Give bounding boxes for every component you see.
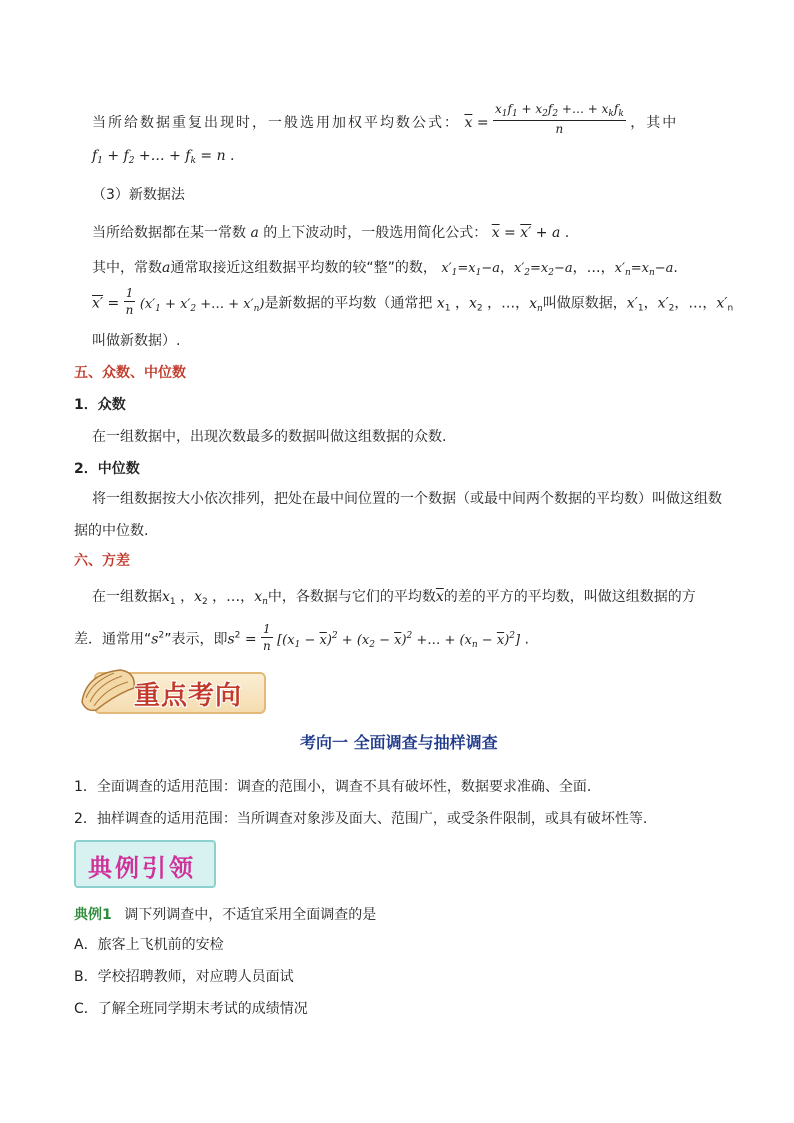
- example1-option-b: B．学校招聘教师，对应聘人员面试: [74, 969, 294, 985]
- section5-text2b: 据的中位数.: [74, 523, 149, 539]
- example1-question-text: 调下列调查中，不适宜采用全面调查的是: [124, 907, 377, 923]
- section5-sub1: 1．众数: [74, 397, 126, 413]
- key-topics-label: 重点考向: [134, 681, 243, 711]
- newdata-heading: （3）新数据法: [92, 187, 185, 203]
- topic1-item1: 1．全面调查的适用范围：调查的范围小，调查不具有破坏性，数据要求准确、全面.: [74, 779, 592, 795]
- section6-line1: 在一组数据$x_1$ ，$x_2$ ，…，$x_n$中，各数据与它们的平均数$\overline{x}$的差的平方的平均数，叫做这组数据的方: [92, 589, 696, 607]
- section6-title: 六、方差: [74, 553, 130, 569]
- weighted-suffix-text: ，其中: [630, 115, 679, 131]
- weighted-mean-line: 当所给数据重复出现时，一般选用加权平均数公式： $\overline{x}$ = $\frac{x_1f_1 + x_2f_2 +\dots + x_kf_k}{n}$ ，其中: [92, 102, 679, 136]
- newdata-line1: 当所给数据都在某一常数 a 的上下波动时，一般选用简化公式： $\overline{x} = x' + a$ .: [92, 225, 570, 241]
- key-topics-banner: [76, 664, 262, 714]
- newdata-line4: 叫做新数据）.: [92, 333, 181, 349]
- weighted-intro-text: 当所给数据重复出现时，一般选用加权平均数公式：: [92, 115, 460, 131]
- newdata-line2: 其中，常数a通常取接近这组数据平均数的较“整”的数， $x'_1=x_1-a$，$x'_2=x_2-a$，…，$x'_n=x_n-a$.: [92, 260, 678, 278]
- topic1-item2: 2．抽样调查的适用范围：当所调查对象涉及面大、范围广，或受条件限制，或具有破坏性等.: [74, 811, 648, 827]
- weighted-mean-fraction: $\frac{x_1f_1 + x_2f_2 +\dots + x_kf_k}{n}$: [495, 102, 624, 136]
- example1-question: [74, 904, 376, 924]
- weight-sum-formula: $f_1 + f_2$ +… + $f_k = n$ .: [92, 148, 235, 166]
- section5-title: 五、众数、中位数: [74, 365, 186, 381]
- section5-text2a: 将一组数据按大小依次排列，把处在最中间位置的一个数据（或最中间两个数据的平均数）叫做这组数: [92, 491, 722, 507]
- section6-line2: 差．通常用“$s^2$”表示，即$s^2$ = $\frac{1}{n}$ [$(x_1 - \overline{x})^2 + (x_2 - \overline{x})^2$ +… + $(x_n - \overline{x})^2$] .: [74, 622, 529, 653]
- example1-option-c: C．了解全班同学期末考试的成绩情况: [74, 1001, 308, 1017]
- topic1-title: 考向一 全面调查与抽样调查: [300, 733, 498, 752]
- example1-tag: 典例1: [74, 907, 112, 923]
- seashell-icon: [76, 664, 140, 716]
- example-banner: [74, 840, 216, 888]
- section5-sub2: 2．中位数: [74, 461, 140, 477]
- mean-symbol: $\overline{x}$: [464, 115, 473, 131]
- example1-option-a: A．旅客上飞机前的安检: [74, 937, 224, 953]
- section5-text1: 在一组数据中，出现次数最多的数据叫做这组数据的众数.: [92, 429, 447, 445]
- newdata-line3: x′ = $\frac{1}{n}$ ($x'_1 + x'_2$ +… + $x'_n$)是新数据的平均数（通常把 $x_1$ ，$x_2$ ，…，$x_n$叫做原数据，$x'_1$，$x'_2$，…，$x'_n$: [92, 286, 734, 317]
- example-banner-label: 典例引领: [88, 853, 196, 882]
